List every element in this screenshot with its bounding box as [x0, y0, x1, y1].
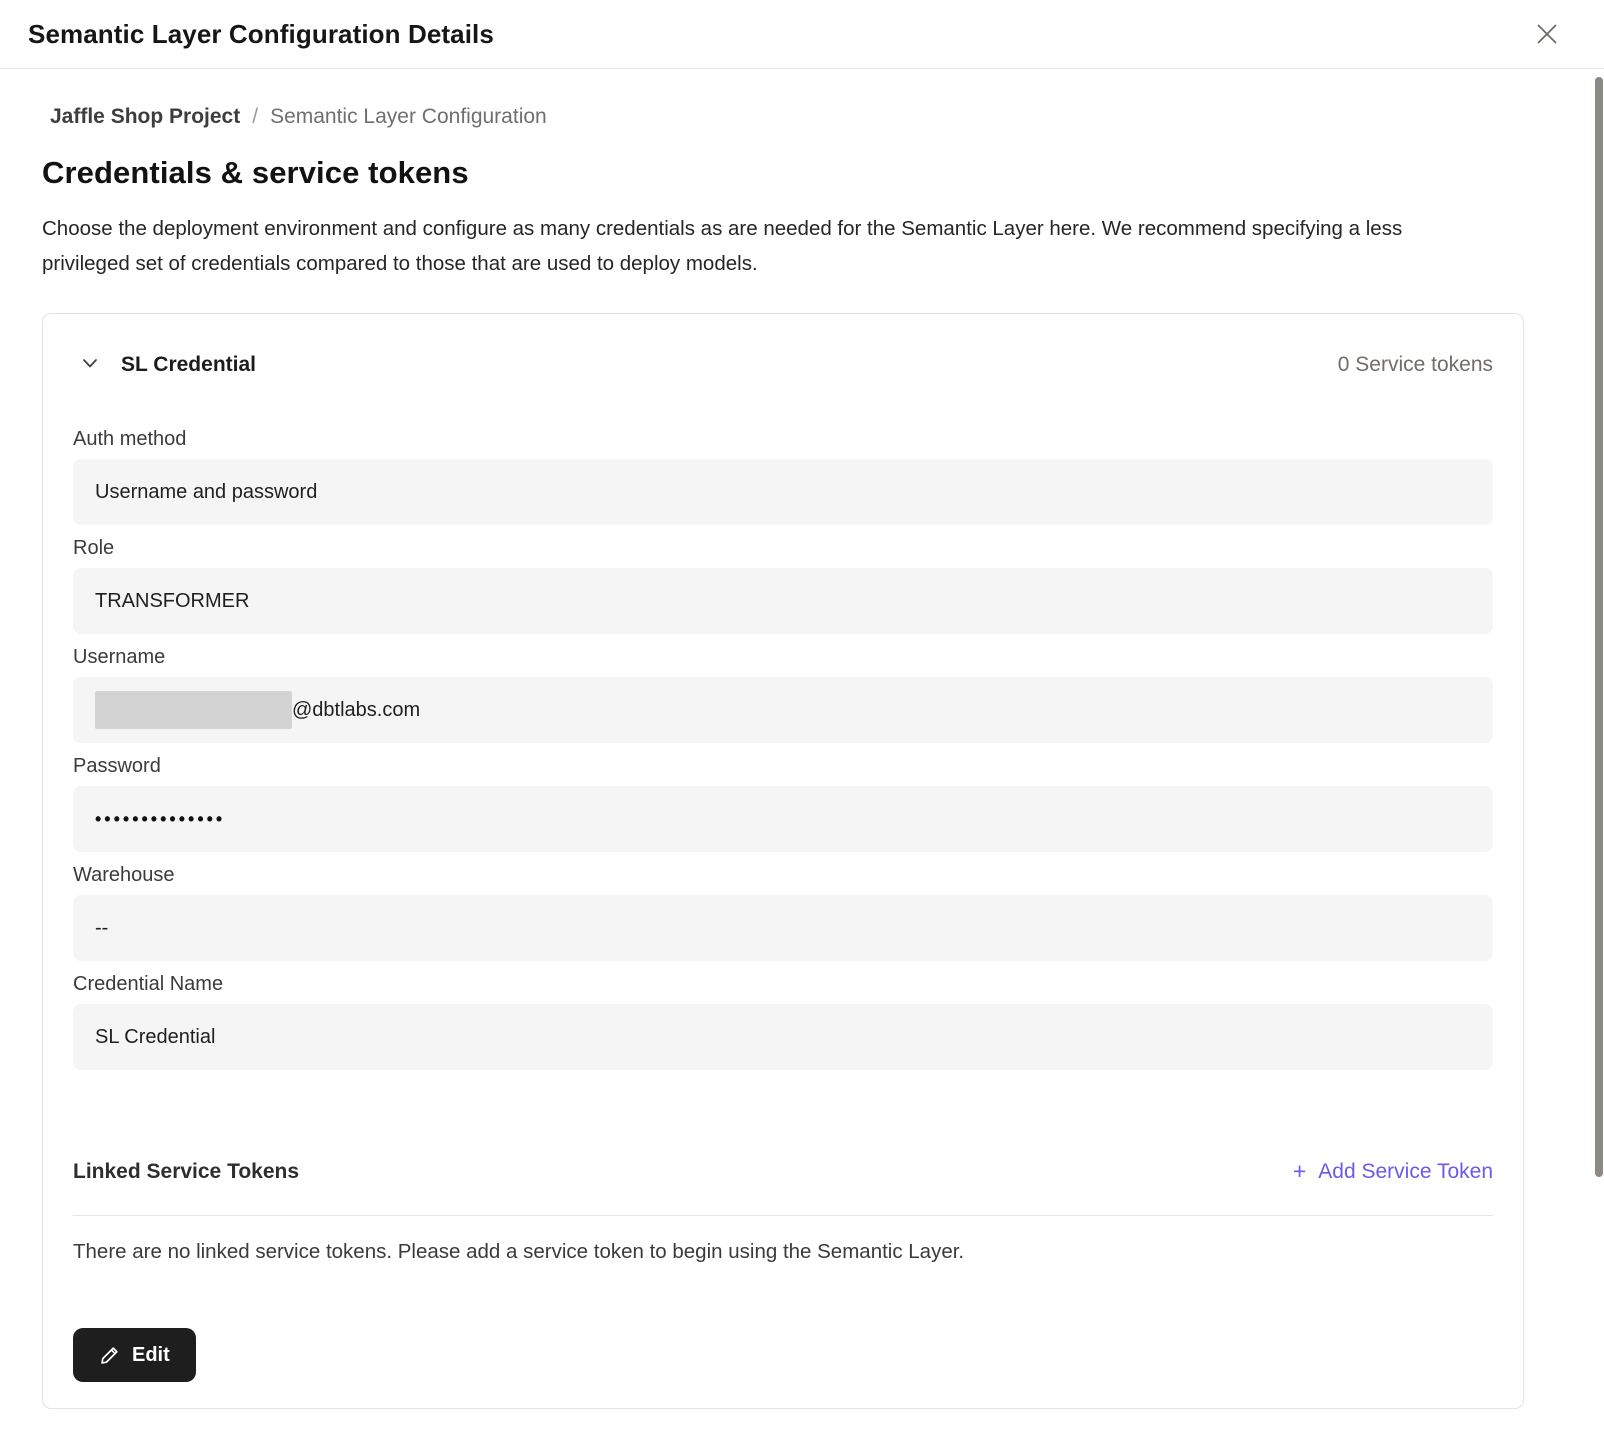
field-label: Credential Name: [73, 973, 224, 995]
collapse-toggle[interactable]: [77, 352, 103, 378]
linked-tokens-header: [73, 1158, 1493, 1185]
password-field: [73, 786, 1493, 852]
field-label: Warehouse: [73, 864, 175, 886]
close-button[interactable]: [1530, 17, 1564, 51]
credential-form: [73, 428, 1493, 1070]
tokens-divider: [73, 1215, 1493, 1216]
field-value: Username and password: [95, 480, 318, 503]
redacted-username-block: [95, 691, 292, 729]
add-service-token-button[interactable]: [1293, 1158, 1493, 1185]
scrollbar-thumb[interactable]: [1595, 77, 1603, 1177]
breadcrumb-separator: /: [252, 105, 259, 128]
close-icon: [1534, 21, 1560, 47]
no-tokens-message: There are no linked service tokens. Please add a service token to begin using the Semantic Layer.: [73, 1240, 965, 1263]
username-field: [73, 677, 1493, 743]
field-label: Username: [73, 646, 166, 668]
field-role: [73, 537, 1493, 634]
auth-method-field: [73, 459, 1493, 525]
field-value: ••••••••••••••: [95, 808, 226, 829]
edit-button-label: Edit: [132, 1343, 170, 1366]
service-tokens-count: 0 Service tokens: [1337, 353, 1493, 376]
field-label: Password: [73, 755, 161, 777]
field-warehouse: [73, 864, 1493, 961]
modal-body: [0, 105, 1604, 1409]
role-field: [73, 568, 1493, 634]
breadcrumb-current[interactable]: Semantic Layer Configuration: [270, 105, 547, 128]
field-value: TRANSFORMER: [95, 589, 250, 612]
chevron-down-icon: [79, 352, 101, 379]
field-auth-method: [73, 428, 1493, 525]
linked-tokens-title: Linked Service Tokens: [73, 1159, 300, 1183]
field-label: Role: [73, 537, 115, 559]
credential-card-header: [73, 314, 1493, 378]
field-label: Auth method: [73, 428, 187, 450]
pencil-icon: [99, 1345, 120, 1366]
scrollbar-track: [1595, 70, 1604, 1436]
credential-name-field: [73, 1004, 1493, 1070]
breadcrumb: [50, 105, 1524, 129]
credential-title: SL Credential: [121, 353, 256, 376]
field-credential-name: [73, 973, 1493, 1070]
modal-header: [0, 0, 1604, 69]
breadcrumb-project[interactable]: Jaffle Shop Project: [50, 105, 241, 128]
field-value: --: [95, 916, 109, 939]
modal-title: Semantic Layer Configuration Details: [28, 18, 494, 49]
field-value: @dbtlabs.com: [292, 698, 421, 721]
field-password: [73, 755, 1493, 852]
field-username: [73, 646, 1493, 743]
page-title: Credentials & service tokens: [42, 155, 469, 190]
edit-button[interactable]: [73, 1328, 196, 1382]
warehouse-field: [73, 895, 1493, 961]
field-value: SL Credential: [95, 1025, 216, 1048]
page-description: Choose the deployment environment and configure as many credentials as are needed for the Semantic Layer here. We recommend specifying a less privileged set of credentials compared to those that are used to deploy models.: [42, 217, 1403, 275]
plus-icon: +: [1292, 1158, 1307, 1184]
add-service-token-label: Add Service Token: [1318, 1159, 1493, 1183]
credential-card: [42, 313, 1524, 1409]
